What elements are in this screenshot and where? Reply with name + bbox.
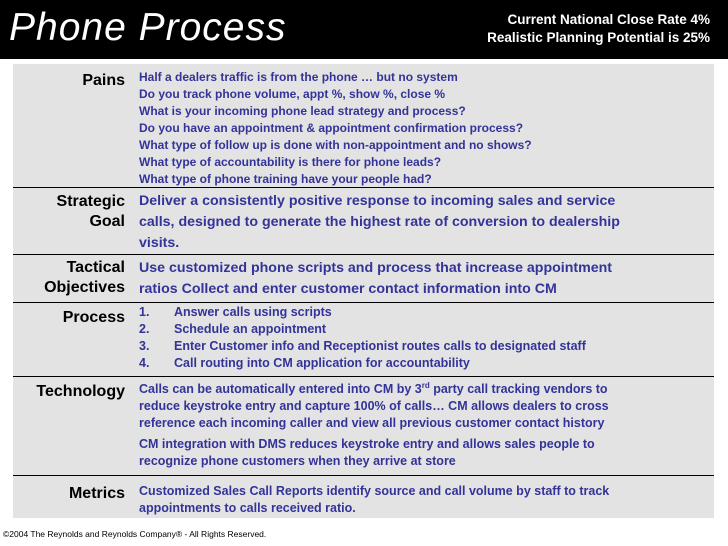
metrics-line: Customized Sales Call Reports identify source and call volume by staff to track <box>139 484 610 498</box>
header-bar <box>0 0 728 59</box>
rate-summary <box>487 11 710 47</box>
technology-line: recognize phone customers when they arrive at store <box>139 454 456 468</box>
row-label-process: Process <box>62 309 125 326</box>
process-step: 4. Call routing into CM application for accountability <box>139 356 470 370</box>
row-label-line: Strategic <box>56 193 125 210</box>
pains-line: Half a dealers traffic is from the phone … but no system <box>139 70 458 84</box>
row-technology <box>13 377 714 476</box>
strategic-goal-content <box>139 191 709 254</box>
process-steps <box>139 304 709 372</box>
row-label-line: Goal <box>89 213 125 230</box>
planning-potential-text: Realistic Planning Potential is 25% <box>487 30 710 45</box>
metrics-line: appointments to calls received ratio. <box>139 501 356 515</box>
tactical-objectives-content <box>139 258 709 300</box>
strategic-line: Deliver a consistently positive response to incoming sales and service <box>139 193 616 209</box>
technology-line: reference each incoming caller and view all previous customer contact history <box>139 416 605 430</box>
metrics-content <box>139 483 709 517</box>
pains-content <box>139 69 709 188</box>
pains-line: What is your incoming phone lead strategy and process? <box>139 104 466 118</box>
page-title: Phone Process <box>9 6 287 49</box>
pains-line: Do you track phone volume, appt %, show %, close % <box>139 87 446 101</box>
copyright-footer: ©2004 The Reynolds and Reynolds Company® - All Rights Reserved. <box>3 529 267 539</box>
technology-content <box>139 381 709 470</box>
pains-line: What type of phone training have your people had? <box>139 172 432 186</box>
pains-line: What type of follow up is done with non-appointment and no shows? <box>139 138 532 152</box>
technology-line: CM integration with DMS reduces keystroke entry and allows sales people to <box>139 437 595 451</box>
process-step: 3. Enter Customer info and Receptionist routes calls to designated staff <box>139 339 586 353</box>
row-label-metrics: Metrics <box>68 485 125 502</box>
close-rate-text: Current National Close Rate 4% <box>507 12 710 27</box>
tactical-line: ratios Collect and enter customer contact information into CM <box>139 281 557 297</box>
row-label-line: Tactical <box>66 259 125 276</box>
technology-line: reduce keystroke entry and capture 100% of calls… CM allows dealers to cross <box>139 399 609 413</box>
strategic-line: visits. <box>139 235 180 251</box>
process-step: 2. Schedule an appointment <box>139 322 327 336</box>
row-label-line: Objectives <box>44 279 125 296</box>
row-strategic-goal <box>13 188 714 255</box>
row-label-strategic-goal <box>13 192 125 232</box>
pains-line: What type of accountability is there for phone leads? <box>139 155 442 169</box>
row-label-pains: Pains <box>82 72 125 89</box>
row-pains <box>13 64 714 188</box>
row-tactical-objectives <box>13 255 714 303</box>
strategic-line: calls, designed to generate the highest rate of conversion to dealership <box>139 214 620 230</box>
row-label-tactical-objectives <box>13 258 125 298</box>
row-process <box>13 303 714 377</box>
pains-line: Do you have an appointment & appointment confirmation process? <box>139 121 524 135</box>
row-label-technology: Technology <box>36 383 125 400</box>
tactical-line: Use customized phone scripts and process that increase appointment <box>139 260 613 276</box>
process-table <box>13 64 714 518</box>
row-metrics <box>13 476 714 518</box>
technology-line: Calls can be automatically entered into CM by 3rd party call tracking vendors to <box>139 380 608 396</box>
process-step: 1. Answer calls using scripts <box>139 305 332 319</box>
